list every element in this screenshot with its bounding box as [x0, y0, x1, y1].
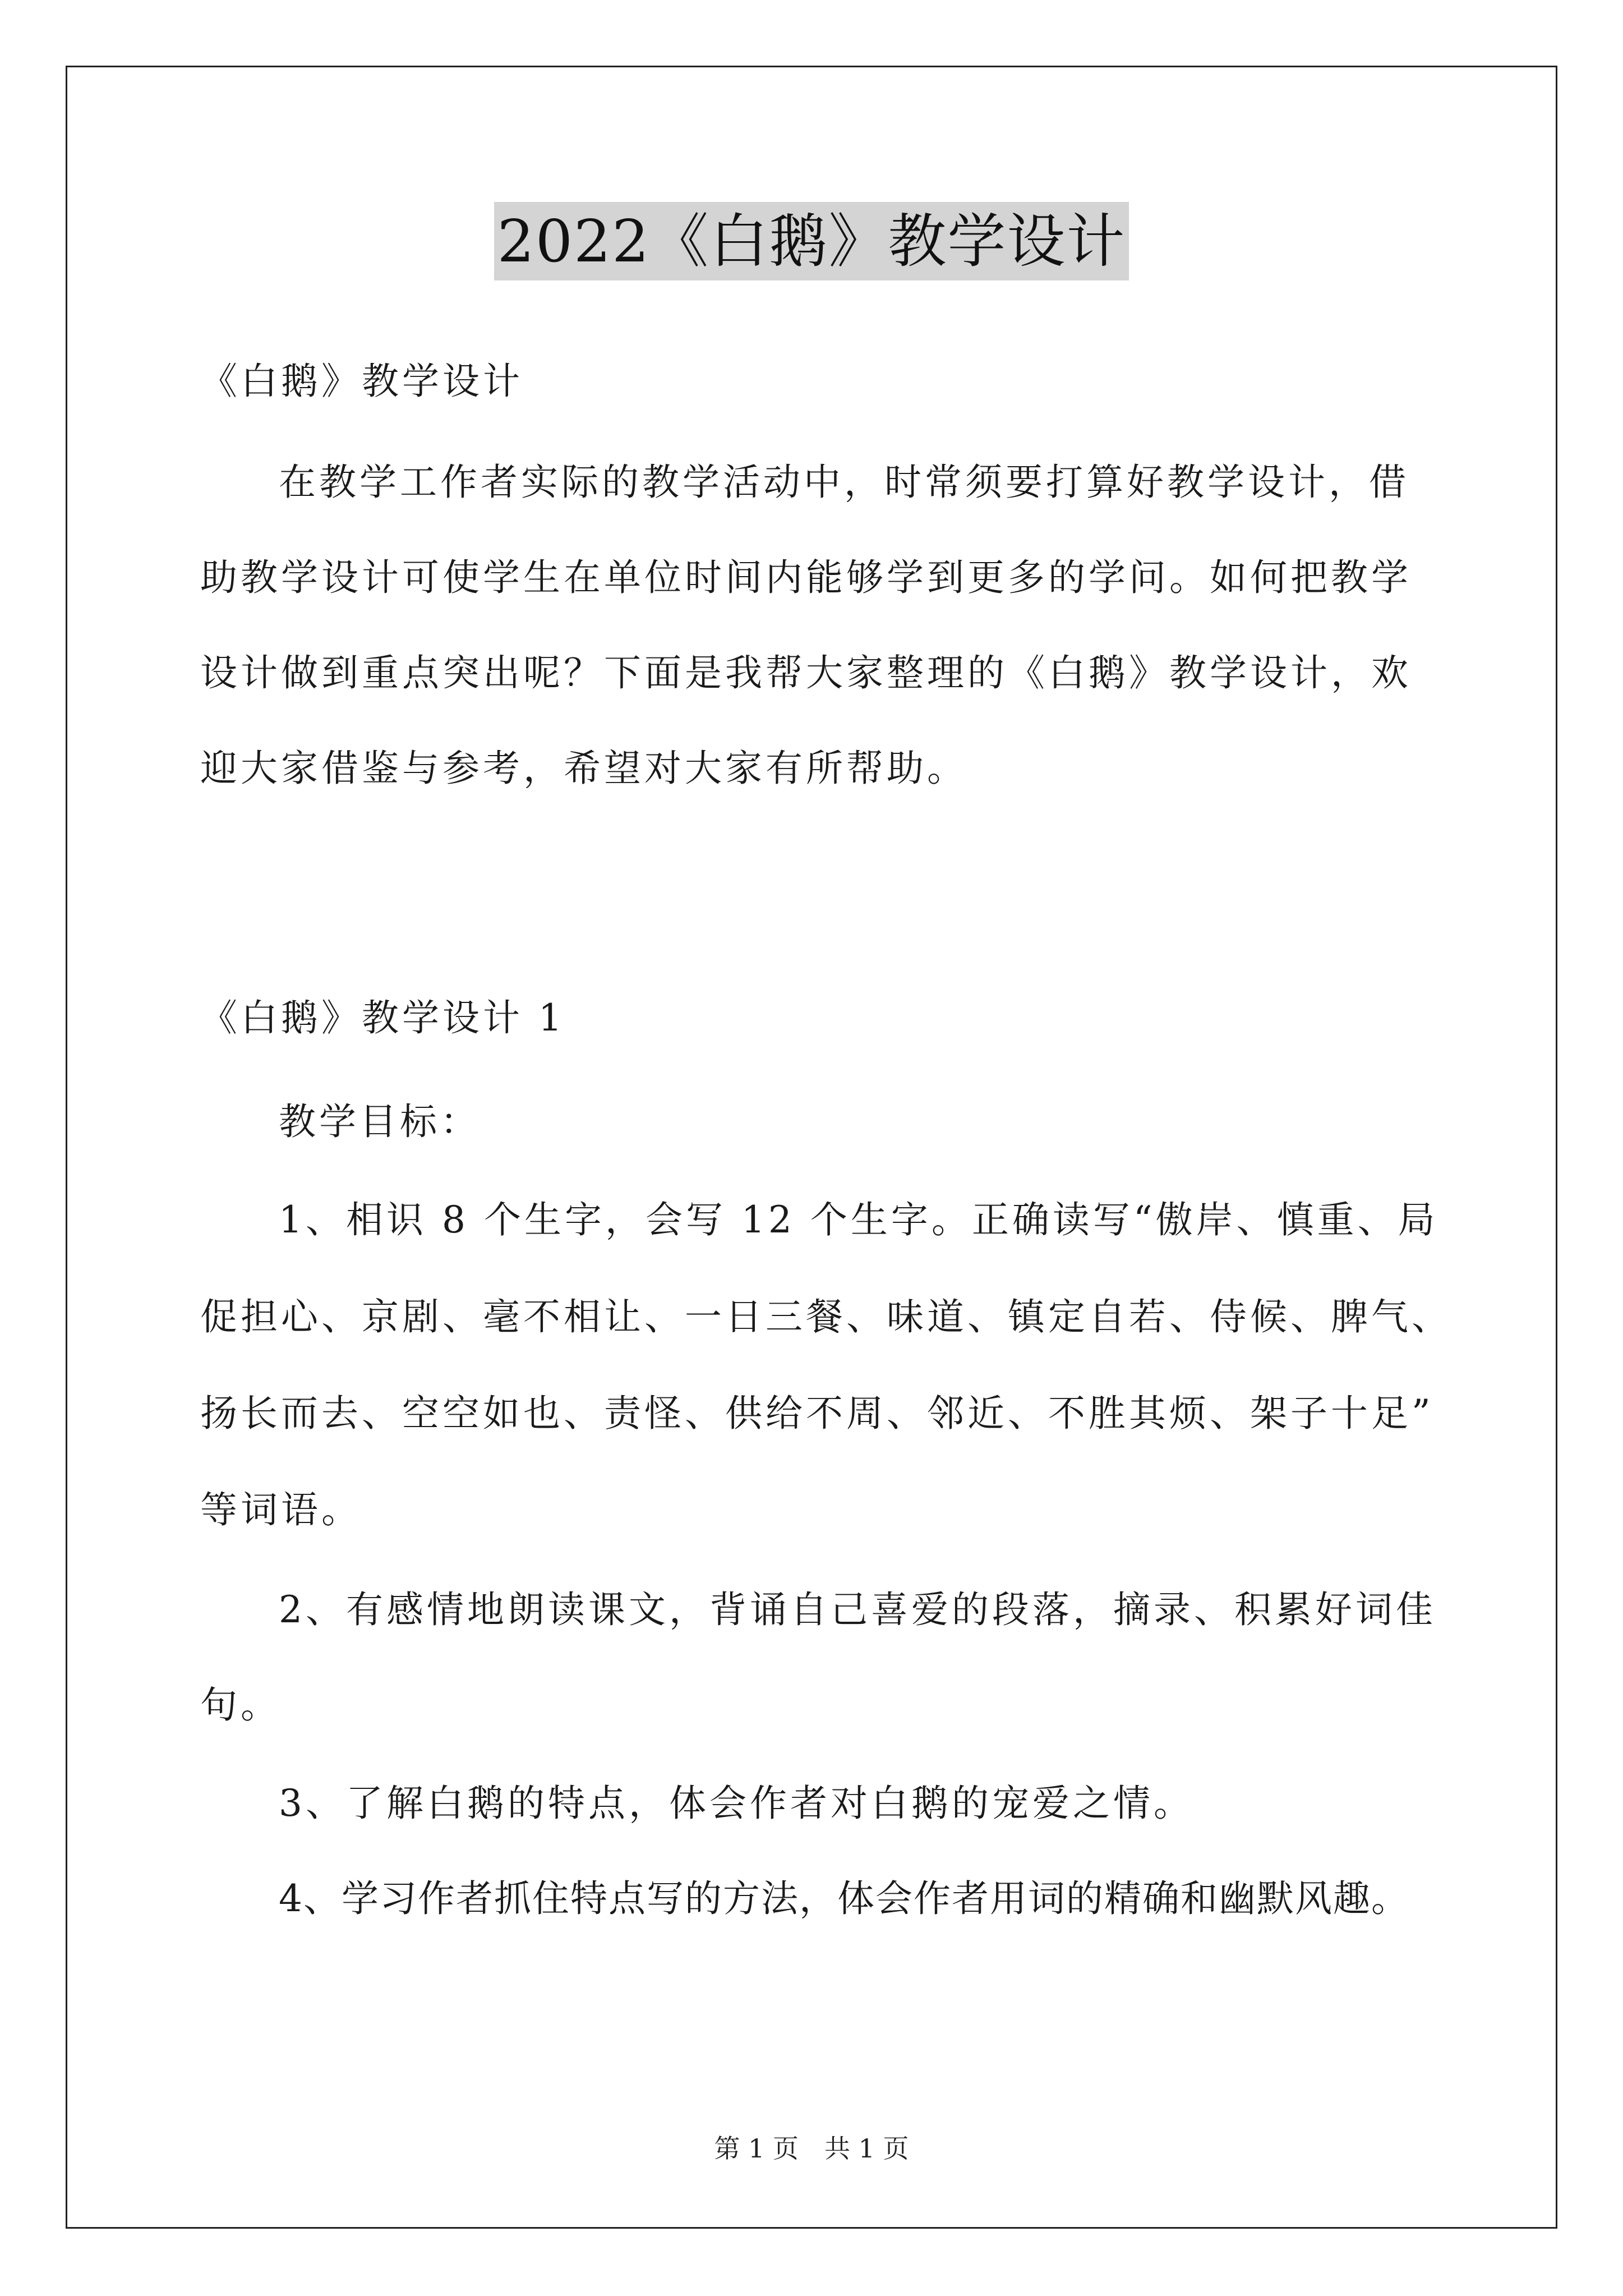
page-footer: 第 1 页 共 1 页	[714, 2133, 909, 2164]
objective1-line-2: 促担心、京剧、毫不相让、一日三餐、味道、镇定自若、侍候、脾气、	[200, 1295, 1452, 1338]
objective1-line-4: 等词语。	[200, 1488, 362, 1531]
subtitle: 《白鹅》教学设计	[200, 360, 523, 403]
section1-heading: 《白鹅》教学设计 1	[200, 996, 565, 1039]
intro-line-3: 设计做到重点突出呢？下面是我帮大家整理的《白鹅》教学设计，欢	[200, 651, 1412, 694]
objectives-label: 教学目标：	[279, 1100, 481, 1143]
objective1-line-3: 扬长而去、空空如也、责怪、供给不周、邻近、不胜其烦、架子十足”	[200, 1392, 1434, 1435]
objective2-line-2: 句。	[200, 1683, 281, 1727]
document-title: 2022《白鹅》教学设计	[494, 202, 1129, 280]
objective1-line-1: 1、相识 8 个生字，会写 12 个生字。正确读写“傲岸、慎重、局	[279, 1198, 1438, 1241]
intro-line-4: 迎大家借鉴与参考，希望对大家有所帮助。	[200, 747, 967, 790]
intro-line-1: 在教学工作者实际的教学活动中，时常须要打算好教学设计，借	[279, 461, 1409, 504]
intro-line-2: 助教学设计可使学生在单位时间内能够学到更多的学问。如何把教学	[200, 556, 1412, 599]
title-container	[0, 202, 1623, 280]
objective4: 4、学习作者抓住特点写的方法，体会作者用词的精确和幽默风趣。	[279, 1877, 1409, 1920]
objective3: 3、了解白鹅的特点，体会作者对白鹅的宠爱之情。	[279, 1782, 1194, 1825]
objective2-line-1: 2、有感情地朗读课文，背诵自己喜爱的段落，摘录、积累好词佳	[279, 1588, 1436, 1631]
